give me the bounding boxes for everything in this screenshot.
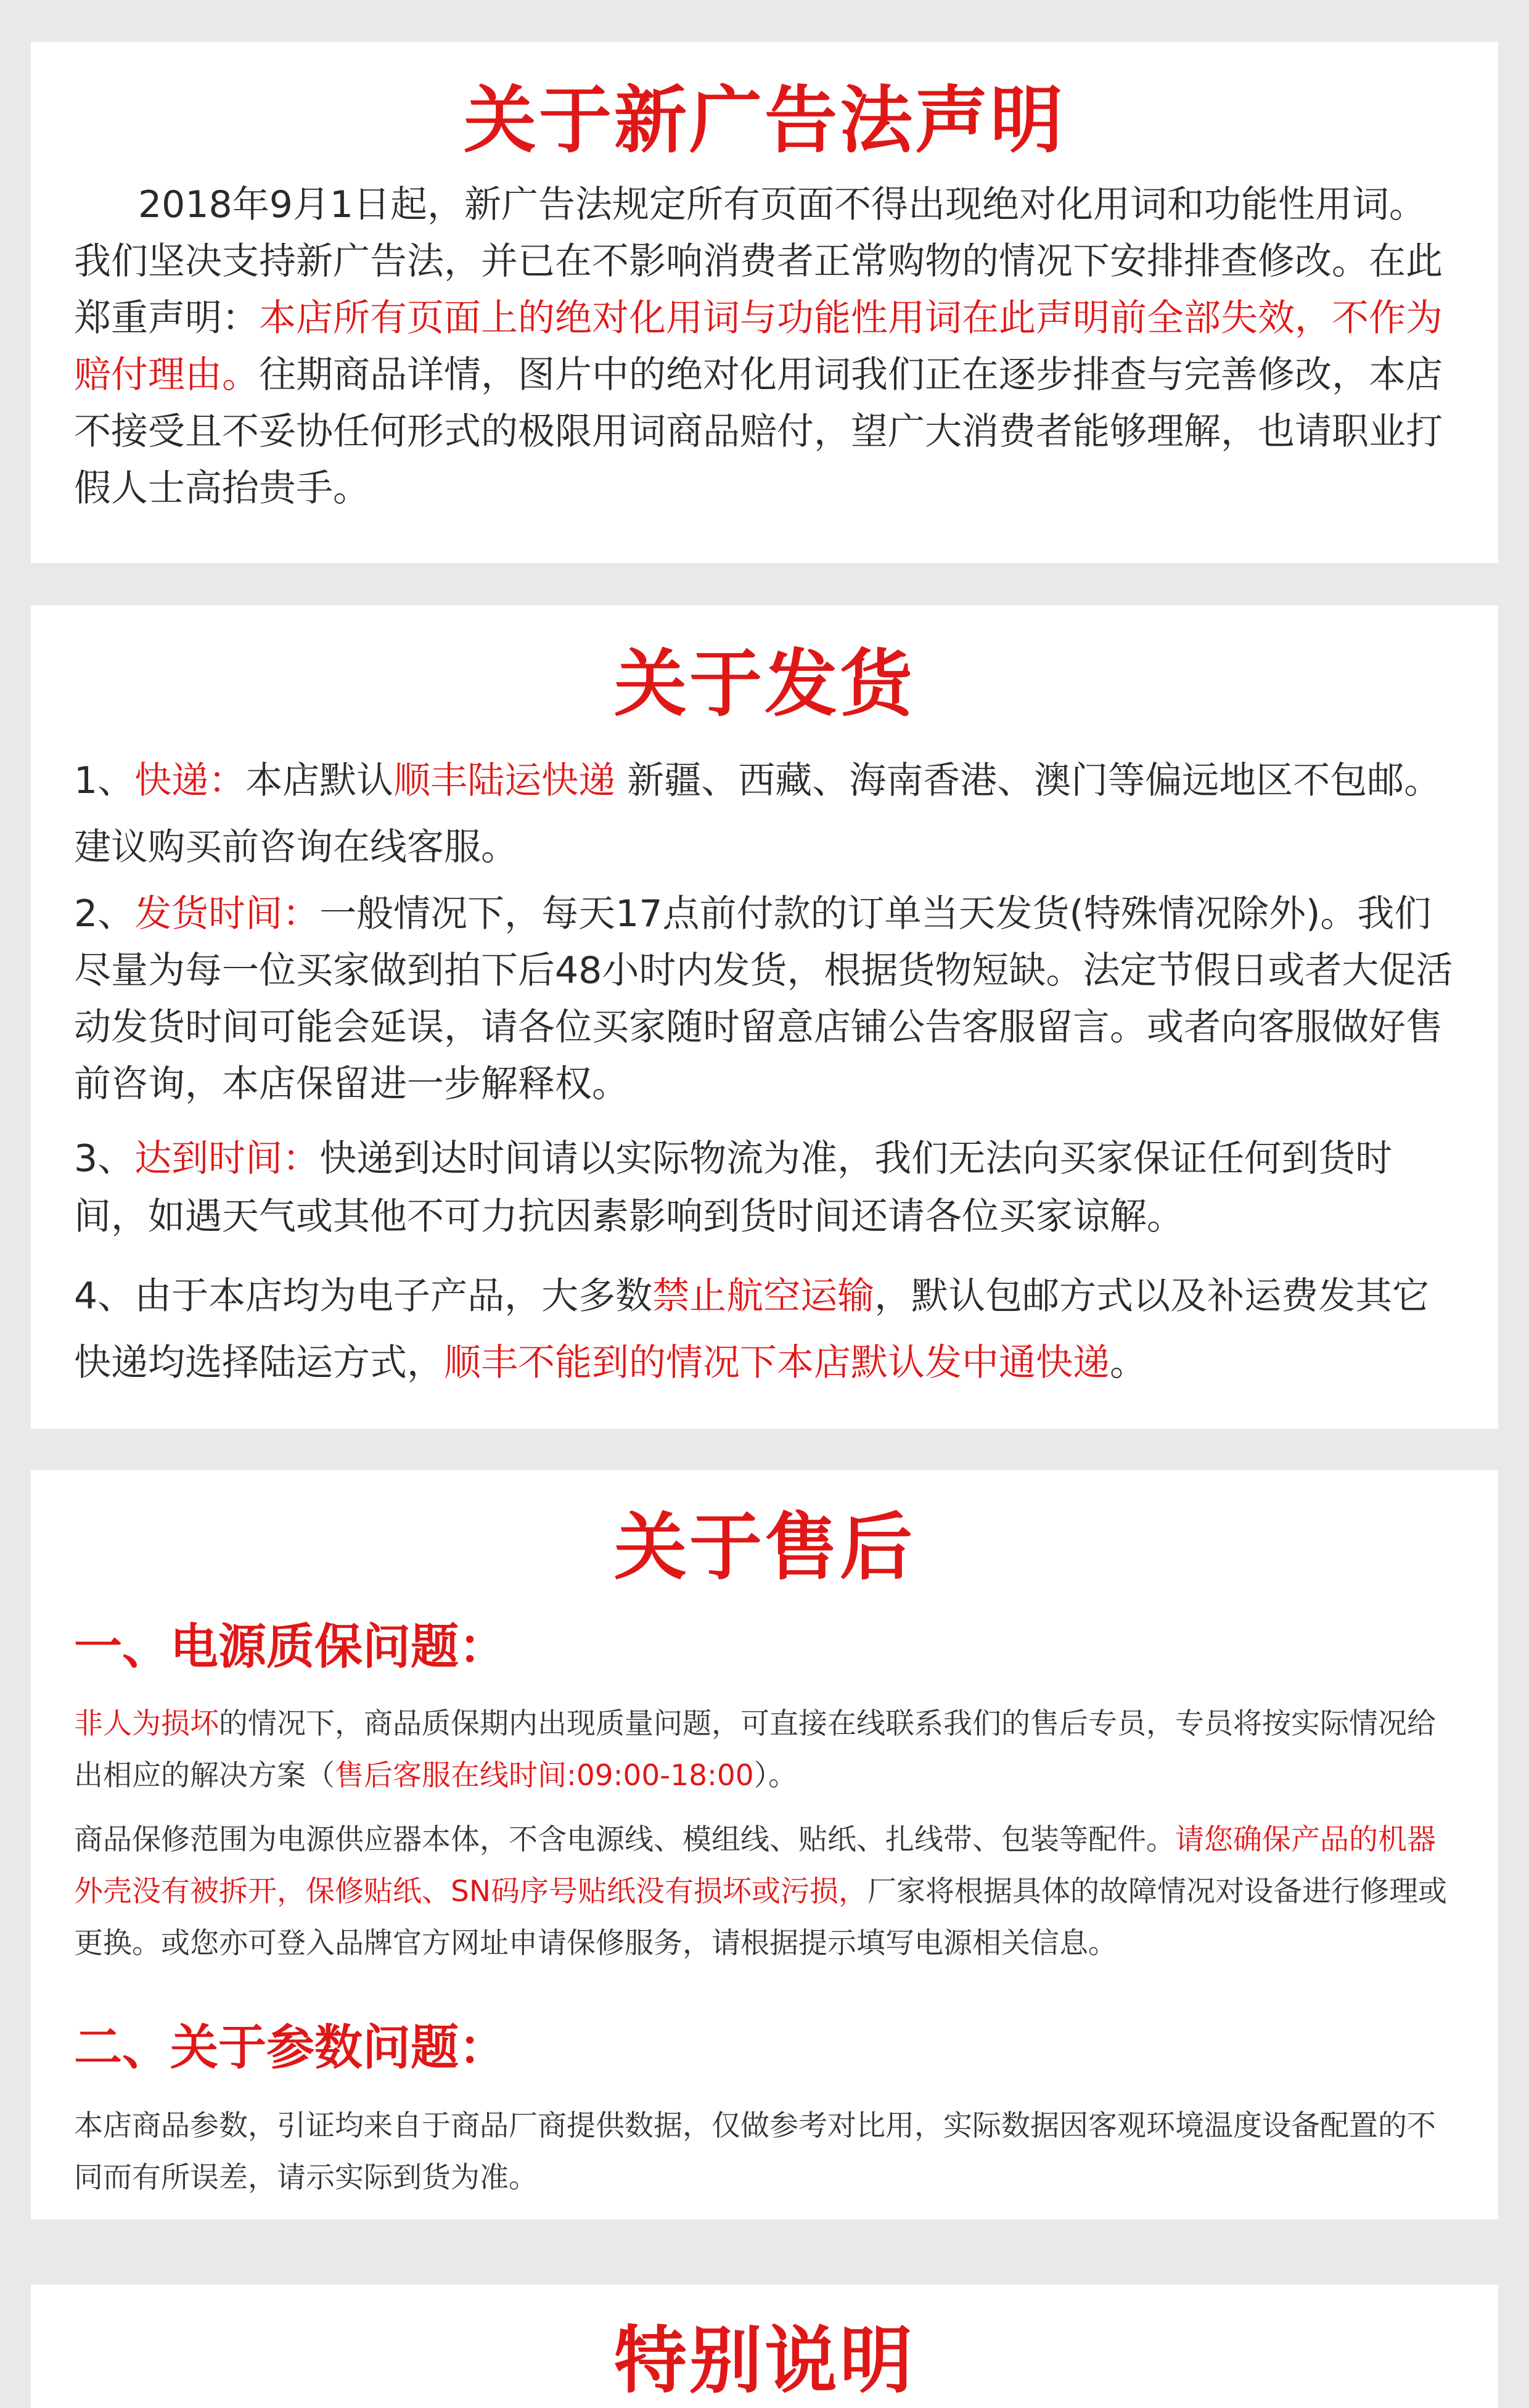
notice-highlight: 本店所有页面上的绝对化用词与功能性用词在此声明前全部失效，不作为赔付理由。 bbox=[74, 297, 1443, 397]
special-notes-title: 特别说明 bbox=[613, 2318, 915, 2403]
item-label: 快递： bbox=[134, 759, 246, 802]
ad-law-notice-title: 关于新广告法声明 bbox=[463, 78, 1065, 163]
item-text: 。 bbox=[1110, 1341, 1147, 1384]
item-highlight: 顺丰陆运快递 bbox=[393, 759, 616, 802]
notice-text-end: 往期商品详情，图片中的绝对化用词我们正在逐步排查与完善修改，本店不接受且不妥协任何形式的极限用词商品赔付，望广大消费者能够理解，也请职业打假人士高抬贵手。 bbox=[74, 353, 1443, 510]
warranty-heading: 一、电源质保问题： bbox=[74, 1619, 507, 1675]
shipping-item-transport bbox=[74, 1263, 1455, 1396]
para-highlight: 请您确保产品的机器外壳没有被拆开，保修贴纸、SN码序号贴纸没有损坏或污损， bbox=[74, 1823, 1436, 1909]
shipping-item-courier bbox=[74, 747, 1455, 881]
item-text: ，默认包邮方式以及补运费发其它快递均选择陆运方式， bbox=[74, 1275, 1430, 1384]
para-text: 厂家将根据具体的故障情况对设备进行修理或更换。或您亦可登入品牌官方网址申请保修服务，请根据提示填写电源相关信息。 bbox=[74, 1875, 1447, 1960]
para-text: 的情况下，商品质保期内出现质量问题，可直接在线联系我们的售后专员，专员将按实际情况给出相应的解决方案（ bbox=[74, 1707, 1436, 1793]
item-text: 新疆、西藏、海南香港、澳门等偏远地区不包邮。建议购买前咨询在线客服。 bbox=[74, 759, 1441, 869]
item-label: 达到时间： bbox=[134, 1137, 320, 1180]
ad-law-notice-text bbox=[74, 176, 1455, 517]
warranty-paragraph bbox=[74, 1698, 1455, 1802]
shipping-item-arrival-time bbox=[74, 1130, 1455, 1246]
item-highlight: 禁止航空运输 bbox=[652, 1275, 875, 1318]
aftersale-card bbox=[31, 1470, 1498, 2219]
notice-text-part: 2018年9月1日起，新广告法规定所有页面不得出现绝对化用词和功能性用词。我们坚决支持新广告法，并已在不影响消费者正常购物的情况下安排排查修改。在此郑重声明： bbox=[74, 183, 1443, 340]
shipping-item-dispatch-time bbox=[74, 886, 1455, 1112]
para-highlight: 非人为损坏 bbox=[74, 1707, 219, 1741]
para-text: 商品保修范围为电源供应器本体，不含电源线、模组线、贴纸、扎线带、包装等配件。 bbox=[74, 1823, 1175, 1857]
special-notes-card bbox=[31, 2285, 1498, 2408]
item-number: 3、 bbox=[74, 1137, 135, 1180]
item-highlight: 顺丰不能到的情况下本店默认发中通快递 bbox=[444, 1341, 1110, 1384]
aftersale-title: 关于售后 bbox=[613, 1505, 915, 1590]
para-text: ）。 bbox=[753, 1759, 798, 1793]
item-number: 1、 bbox=[74, 759, 135, 802]
ad-law-notice-card bbox=[31, 42, 1498, 563]
shipping-title: 关于发货 bbox=[613, 641, 915, 726]
service-hours: 售后客服在线时间:09:00-18:00 bbox=[335, 1759, 754, 1793]
item-text: 快递到达时间请以实际物流为准，我们无法向买家保证任何到货时间，如遇天气或其他不可力抗因素影响到货时间还请各位买家谅解。 bbox=[74, 1137, 1393, 1238]
item-text: 4、由于本店均为电子产品，大多数 bbox=[74, 1275, 653, 1318]
shipping-card bbox=[31, 606, 1498, 1429]
item-text: 本店默认 bbox=[245, 759, 394, 802]
warranty-scope-paragraph bbox=[74, 1814, 1455, 1970]
parameters-heading: 二、关于参数问题： bbox=[74, 2020, 507, 2076]
parameters-paragraph: 本店商品参数，引证均来自于商品厂商提供数据，仅做参考对比用，实际数据因客观环境温度设备配置的不同而有所误差，请示实际到货为准。 bbox=[74, 2109, 1436, 2195]
item-text: 一般情况下，每天17点前付款的订单当天发货(特殊情况除外)。我们尽量为每一位买家做到拍下后48小时内发货，根据货物短缺。法定节假日或者大促活动发货时间可能会延误，请各位买家随时留意店铺公告客服留言。或者向客服做好售前咨询，本店保留进一步解释权。 bbox=[74, 892, 1453, 1106]
item-number: 2、 bbox=[74, 892, 135, 935]
item-label: 发货时间： bbox=[134, 892, 320, 935]
